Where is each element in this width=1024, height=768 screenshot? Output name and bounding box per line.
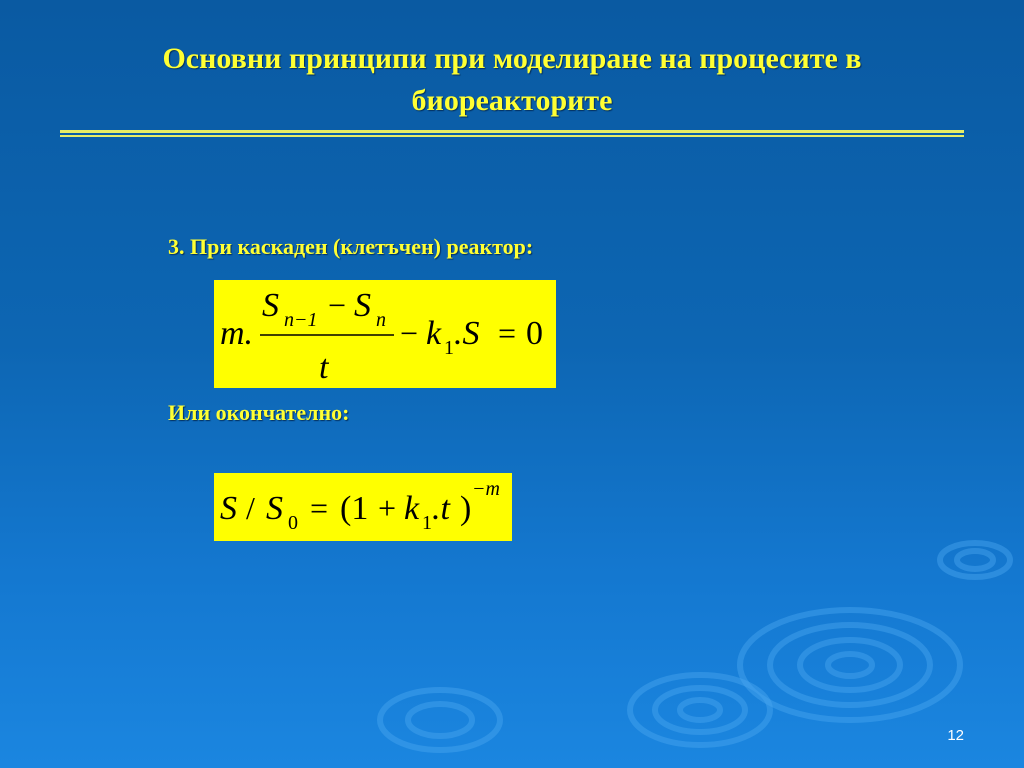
formula-box-2 [214, 473, 512, 541]
subscript-1: 1 [444, 337, 454, 359]
final-concentration-equation [214, 473, 512, 541]
rate-constant-k: k [426, 315, 442, 352]
s0-symbol: S [266, 490, 283, 527]
point-heading: 3. При каскаден (клетъчен) реактор: [168, 234, 534, 259]
cascade-reactor-equation [214, 280, 556, 388]
exponent-minus-m: −m [472, 478, 500, 500]
dot-s: .S [454, 315, 480, 352]
close-paren: ) [460, 490, 472, 527]
numerator-s-n: S [354, 287, 371, 324]
s-symbol: S [220, 490, 237, 527]
rate-constant-k: k [404, 490, 420, 527]
slash: / [246, 490, 255, 526]
title-divider-line-thin [60, 135, 964, 137]
subscript-n: n [376, 309, 386, 331]
coefficient-m: m. [220, 315, 254, 352]
numerator-minus-sign: − [328, 287, 347, 323]
denominator-t: t [319, 349, 329, 386]
plus-sign: + [378, 490, 397, 526]
numerator-s-n-minus-1: S [262, 287, 279, 324]
open-paren-one: (1 [340, 490, 369, 527]
minus-sign: − [400, 315, 419, 351]
subscript-0: 0 [288, 512, 298, 534]
page-number: 12 [947, 727, 964, 744]
subscript-1: 1 [422, 512, 432, 534]
title-divider-line [60, 130, 964, 133]
or-finally-label: Или окончателно: [168, 400, 350, 425]
slide-title: Основни принципи при моделиране на процесите в биореакторите [162, 42, 862, 117]
formula-box-1 [214, 280, 556, 388]
equals-sign: = [498, 315, 517, 351]
dot-t: .t [432, 490, 450, 527]
equals-sign: = [310, 490, 329, 526]
subscript-n-minus-1: n−1 [284, 309, 318, 331]
zero: 0 [526, 315, 543, 352]
